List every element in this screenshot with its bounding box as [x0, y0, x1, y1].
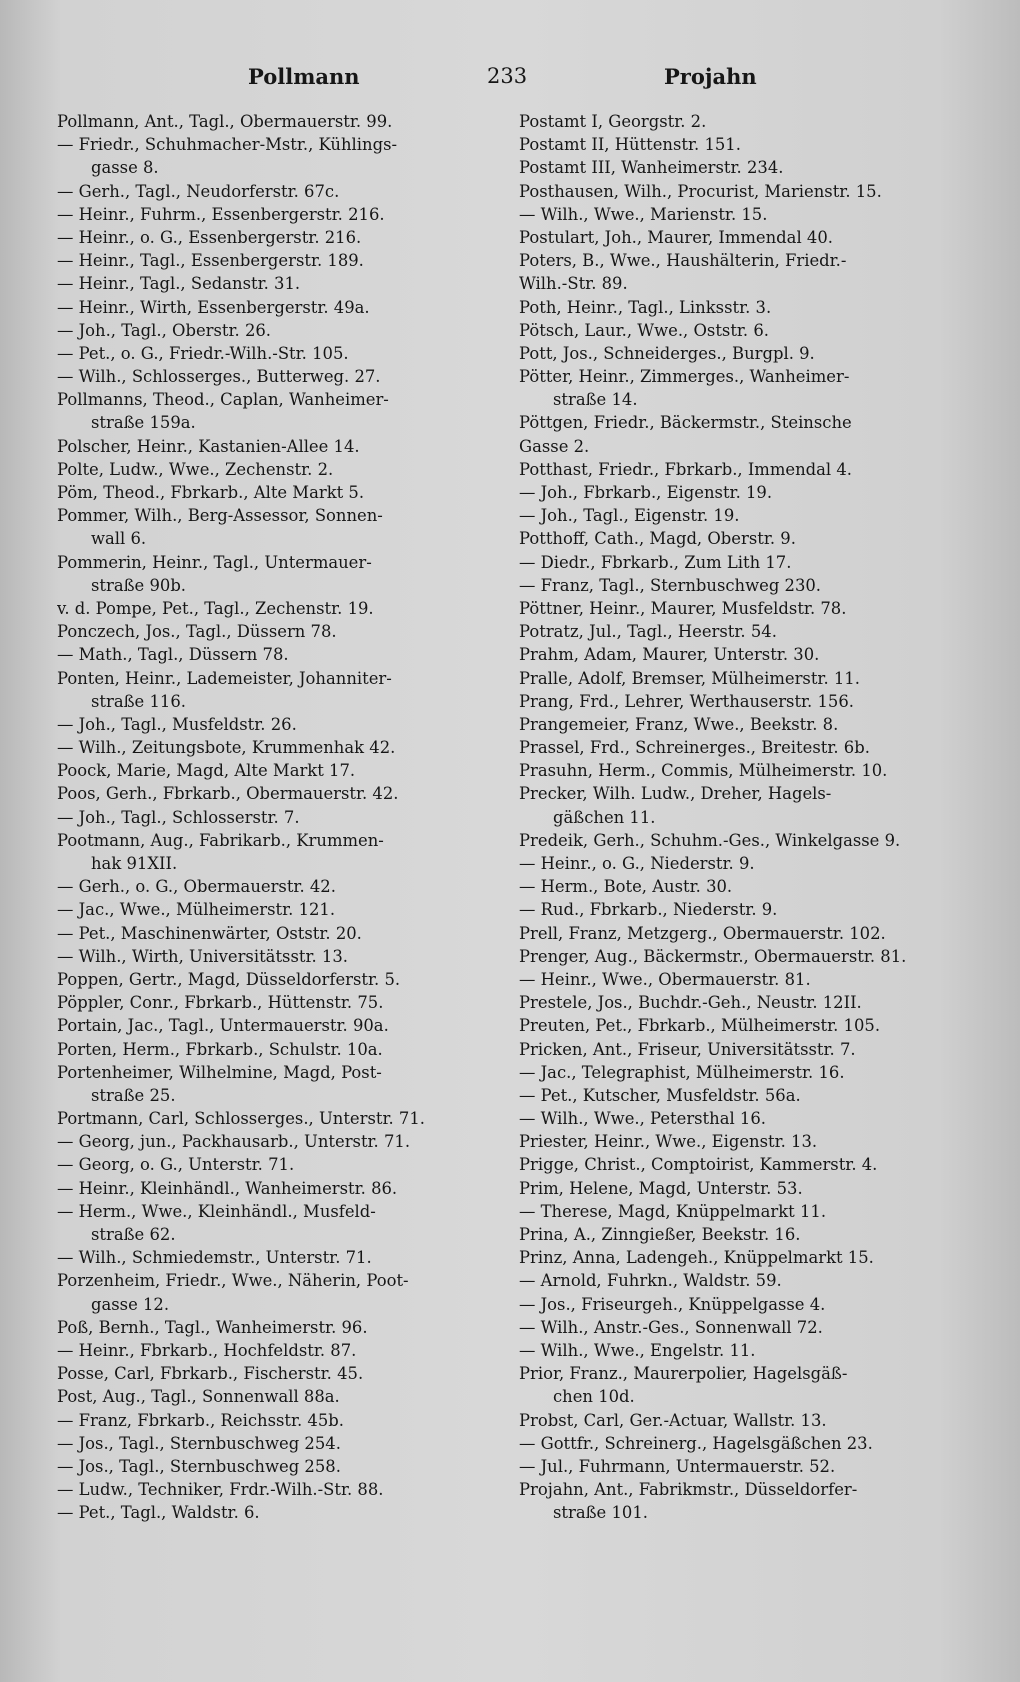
page-header: [0, 64, 1020, 94]
directory-entry: Postulart, Joh., Maurer, Immendal 40.: [519, 227, 833, 247]
directory-entry: Polte, Ludw., Wwe., Zechenstr. 2.: [57, 459, 334, 479]
directory-entry: Potthoff, Cath., Magd, Oberstr. 9.: [519, 529, 796, 549]
directory-entry: — Jos., Tagl., Sternbuschweg 258.: [57, 1456, 341, 1476]
directory-entry: Porten, Herm., Fbrkarb., Schulstr. 10a.: [57, 1039, 383, 1059]
directory-entry: Prangemeier, Franz, Wwe., Beekstr. 8.: [519, 714, 839, 734]
header-right-keyword: Projahn: [664, 64, 757, 89]
directory-entry: — Friedr., Schuhmacher-Mstr., Kühlings-: [57, 135, 398, 155]
header-left-keyword: Pollmann: [248, 64, 360, 89]
directory-entry: — Jos., Friseurgeh., Knüppelgasse 4.: [519, 1294, 826, 1314]
directory-entry: Poth, Heinr., Tagl., Linksstr. 3.: [519, 297, 772, 317]
directory-entry: Predeik, Gerh., Schuhm.-Ges., Winkelgasse 9.: [519, 830, 901, 850]
directory-entry: Potratz, Jul., Tagl., Heerstr. 54.: [519, 622, 777, 642]
directory-entry: Pott, Jos., Schneiderges., Burgpl. 9.: [519, 343, 815, 363]
directory-entry: — Franz, Fbrkarb., Reichsstr. 45b.: [57, 1410, 344, 1430]
entry-continuation: straße 14.: [553, 390, 638, 410]
directory-entry: — Herm., Wwe., Kleinhändl., Musfeld-: [57, 1201, 376, 1221]
directory-entry: Postamt III, Wanheimerstr. 234.: [519, 158, 784, 178]
entry-continuation: gäßchen 11.: [553, 807, 656, 827]
entry-continuation: wall 6.: [91, 529, 147, 549]
directory-entry: Prigge, Christ., Comptoirist, Kammerstr. 4.: [519, 1155, 878, 1175]
directory-entry: Wilh.-Str. 89.: [519, 274, 628, 294]
directory-entry: Post, Aug., Tagl., Sonnenwall 88a.: [57, 1387, 340, 1407]
directory-entry: — Wilh., Anstr.-Ges., Sonnenwall 72.: [519, 1317, 823, 1337]
directory-entry: Prassel, Frd., Schreinerges., Breitestr. 6b.: [519, 738, 870, 758]
entry-continuation: gasse 12.: [91, 1294, 170, 1314]
directory-entry: Poters, B., Wwe., Haushälterin, Friedr.-: [519, 251, 847, 271]
directory-entry: Posse, Carl, Fbrkarb., Fischerstr. 45.: [57, 1364, 364, 1384]
directory-entry: — Wilh., Wirth, Universitätsstr. 13.: [57, 946, 348, 966]
directory-entry: — Heinr., Fbrkarb., Hochfeldstr. 87.: [57, 1340, 357, 1360]
directory-entry: Prinz, Anna, Ladengeh., Knüppelmarkt 15.: [519, 1248, 874, 1268]
directory-entry: Potthast, Friedr., Fbrkarb., Immendal 4.: [519, 459, 852, 479]
directory-entry: — Heinr., o. G., Essenbergerstr. 216.: [57, 227, 362, 247]
left-column: [57, 110, 497, 1524]
directory-entry: — Wilh., Zeitungsbote, Krummenhak 42.: [57, 738, 396, 758]
directory-entry: Pralle, Adolf, Bremser, Mülheimerstr. 11.: [519, 668, 860, 688]
directory-entry: — Joh., Tagl., Eigenstr. 19.: [519, 506, 740, 526]
directory-entry: v. d. Pompe, Pet., Tagl., Zechenstr. 19.: [57, 598, 374, 618]
directory-entry: Pöm, Theod., Fbrkarb., Alte Markt 5.: [57, 483, 365, 502]
directory-entry: — Wilh., Schlosserges., Butterweg. 27.: [57, 367, 381, 387]
directory-entry: Prior, Franz., Maurerpolier, Hagelsgäß-: [519, 1364, 848, 1384]
directory-entry: Poos, Gerh., Fbrkarb., Obermauerstr. 42.: [57, 784, 399, 804]
directory-entry: Postamt I, Georgstr. 2.: [519, 112, 707, 131]
directory-entry: — Pet., o. G., Friedr.-Wilh.-Str. 105.: [57, 343, 349, 363]
directory-entry: Prim, Helene, Magd, Unterstr. 53.: [519, 1178, 803, 1198]
entry-continuation: straße 159a.: [91, 413, 196, 433]
directory-entry: — Heinr., Wwe., Obermauerstr. 81.: [519, 969, 811, 989]
directory-entry: Pootmann, Aug., Fabrikarb., Krummen-: [57, 830, 384, 850]
directory-entry: Prell, Franz, Metzgerg., Obermauerstr. 102.: [519, 923, 886, 943]
directory-entry: Pöttner, Heinr., Maurer, Musfeldstr. 78.: [519, 598, 847, 618]
directory-entry: — Jul., Fuhrmann, Untermauerstr. 52.: [519, 1456, 836, 1476]
directory-entry: Portain, Jac., Tagl., Untermauerstr. 90a.: [57, 1016, 389, 1036]
directory-entry: — Joh., Tagl., Schlosserstr. 7.: [57, 807, 300, 827]
directory-entry: Porzenheim, Friedr., Wwe., Näherin, Poot-: [57, 1271, 409, 1291]
entry-continuation: straße 62.: [91, 1225, 176, 1244]
directory-entry: — Franz, Tagl., Sternbuschweg 230.: [519, 575, 822, 595]
directory-entry: — Wilh., Wwe., Petersthal 16.: [519, 1109, 766, 1129]
entry-continuation: straße 116.: [91, 691, 186, 711]
directory-entry: — Gottfr., Schreinerg., Hagelsgäßchen 23.: [519, 1433, 873, 1453]
directory-entry: — Joh., Tagl., Musfeldstr. 26.: [57, 714, 297, 734]
directory-entry: — Wilh., Wwe., Engelstr. 11.: [519, 1340, 756, 1360]
directory-entry: Prasuhn, Herm., Commis, Mülheimerstr. 10.: [519, 761, 888, 781]
entry-continuation: gasse 8.: [91, 158, 159, 178]
directory-entry: Poppen, Gertr., Magd, Düsseldorferstr. 5.: [57, 969, 401, 989]
directory-entry: Posthausen, Wilh., Procurist, Marienstr. 15.: [519, 181, 882, 201]
directory-entry: — Arnold, Fuhrkn., Waldstr. 59.: [519, 1271, 782, 1291]
directory-entry: — Heinr., Tagl., Sedanstr. 31.: [57, 274, 301, 294]
directory-entry: Ponten, Heinr., Lademeister, Johanniter-: [57, 668, 392, 688]
directory-entry: Postamt II, Hüttenstr. 151.: [519, 135, 741, 155]
directory-entry: Polscher, Heinr., Kastanien-Allee 14.: [57, 436, 360, 456]
directory-entry: — Math., Tagl., Düssern 78.: [57, 645, 289, 665]
directory-entry: — Heinr., Fuhrm., Essenbergerstr. 216.: [57, 204, 385, 224]
directory-entry: — Heinr., Wirth, Essenbergerstr. 49a.: [57, 297, 370, 317]
directory-entry: Pötsch, Laur., Wwe., Oststr. 6.: [519, 320, 769, 340]
directory-entry: — Rud., Fbrkarb., Niederstr. 9.: [519, 900, 778, 920]
directory-entry: — Ludw., Techniker, Frdr.-Wilh.-Str. 88.: [57, 1480, 384, 1500]
directory-entry: — Jos., Tagl., Sternbuschweg 254.: [57, 1433, 341, 1453]
entry-continuation: straße 25.: [91, 1085, 176, 1105]
directory-entry: — Herm., Bote, Austr. 30.: [519, 877, 733, 897]
directory-entry: Prenger, Aug., Bäckermstr., Obermauerstr. 81.: [519, 946, 907, 966]
directory-entry: — Wilh., Wwe., Marienstr. 15.: [519, 204, 768, 224]
directory-entry: Pollmann, Ant., Tagl., Obermauerstr. 99.: [57, 112, 393, 131]
directory-entry: Pommerin, Heinr., Tagl., Untermauer-: [57, 552, 372, 572]
directory-entry: — Heinr., o. G., Niederstr. 9.: [519, 854, 755, 873]
directory-entry: Poock, Marie, Magd, Alte Markt 17.: [57, 761, 356, 781]
directory-entry: Prina, A., Zinngießer, Beekstr. 16.: [519, 1225, 801, 1244]
directory-entry: Portenheimer, Wilhelmine, Magd, Post-: [57, 1062, 382, 1082]
entry-continuation: straße 90b.: [91, 575, 187, 595]
directory-entry: — Pet., Kutscher, Musfeldstr. 56a.: [519, 1085, 801, 1105]
directory-entry: Prang, Frd., Lehrer, Werthauserstr. 156.: [519, 691, 854, 711]
directory-entry: Preuten, Pet., Fbrkarb., Mülheimerstr. 105.: [519, 1016, 881, 1036]
directory-entry: Precker, Wilh. Ludw., Dreher, Hagels-: [519, 784, 832, 804]
directory-entry: Gasse 2.: [519, 436, 590, 456]
directory-entry: — Gerh., o. G., Obermauerstr. 42.: [57, 877, 336, 897]
directory-entry: Ponczech, Jos., Tagl., Düssern 78.: [57, 622, 337, 642]
directory-entry: Pöttgen, Friedr., Bäckermstr., Steinsche: [519, 413, 852, 433]
directory-entry: Pollmanns, Theod., Caplan, Wanheimer-: [57, 390, 389, 410]
directory-entry: — Georg, jun., Packhausarb., Unterstr. 71.: [57, 1132, 411, 1152]
entry-continuation: hak 91XII.: [91, 854, 178, 873]
directory-entry: — Jac., Telegraphist, Mülheimerstr. 16.: [519, 1062, 845, 1082]
directory-entry: Projahn, Ant., Fabrikmstr., Düsseldorfer-: [519, 1480, 858, 1500]
directory-entry: Priester, Heinr., Wwe., Eigenstr. 13.: [519, 1132, 818, 1152]
entry-continuation: straße 101.: [553, 1503, 648, 1523]
directory-entry: — Diedr., Fbrkarb., Zum Lith 17.: [519, 552, 792, 572]
directory-entry: Pötter, Heinr., Zimmerges., Wanheimer-: [519, 367, 850, 387]
directory-entry: Portmann, Carl, Schlosserges., Unterstr. 71.: [57, 1109, 425, 1129]
directory-entry: Probst, Carl, Ger.-Actuar, Wallstr. 13.: [519, 1410, 827, 1430]
directory-entry: — Joh., Tagl., Oberstr. 26.: [57, 320, 272, 340]
directory-entry: Prestele, Jos., Buchdr.-Geh., Neustr. 12II.: [519, 993, 862, 1013]
directory-entry: — Therese, Magd, Knüppelmarkt 11.: [519, 1201, 827, 1221]
entry-continuation: chen 10d.: [553, 1387, 635, 1407]
directory-entry: — Pet., Maschinenwärter, Oststr. 20.: [57, 923, 362, 943]
right-column: [519, 110, 951, 1524]
directory-entry: — Heinr., Tagl., Essenbergerstr. 189.: [57, 251, 364, 271]
directory-entry: Pöppler, Conr., Fbrkarb., Hüttenstr. 75.: [57, 993, 384, 1013]
directory-entry: — Joh., Fbrkarb., Eigenstr. 19.: [519, 483, 773, 502]
directory-entry: Pricken, Ant., Friseur, Universitätsstr. 7.: [519, 1039, 856, 1059]
directory-entry: — Wilh., Schmiedemstr., Unterstr. 71.: [57, 1248, 372, 1268]
directory-entry: Poß, Bernh., Tagl., Wanheimerstr. 96.: [57, 1317, 368, 1337]
directory-entry: — Heinr., Kleinhändl., Wanheimerstr. 86.: [57, 1178, 398, 1198]
directory-entry: — Gerh., Tagl., Neudorferstr. 67c.: [57, 181, 340, 201]
directory-entry: Pommer, Wilh., Berg-Assessor, Sonnen-: [57, 506, 383, 526]
directory-entry: Prahm, Adam, Maurer, Unterstr. 30.: [519, 645, 820, 665]
directory-entry: — Jac., Wwe., Mülheimerstr. 121.: [57, 900, 336, 920]
directory-entry: — Georg, o. G., Unterstr. 71.: [57, 1155, 295, 1175]
page-number: 233: [487, 64, 528, 88]
directory-entry: — Pet., Tagl., Waldstr. 6.: [57, 1503, 260, 1523]
